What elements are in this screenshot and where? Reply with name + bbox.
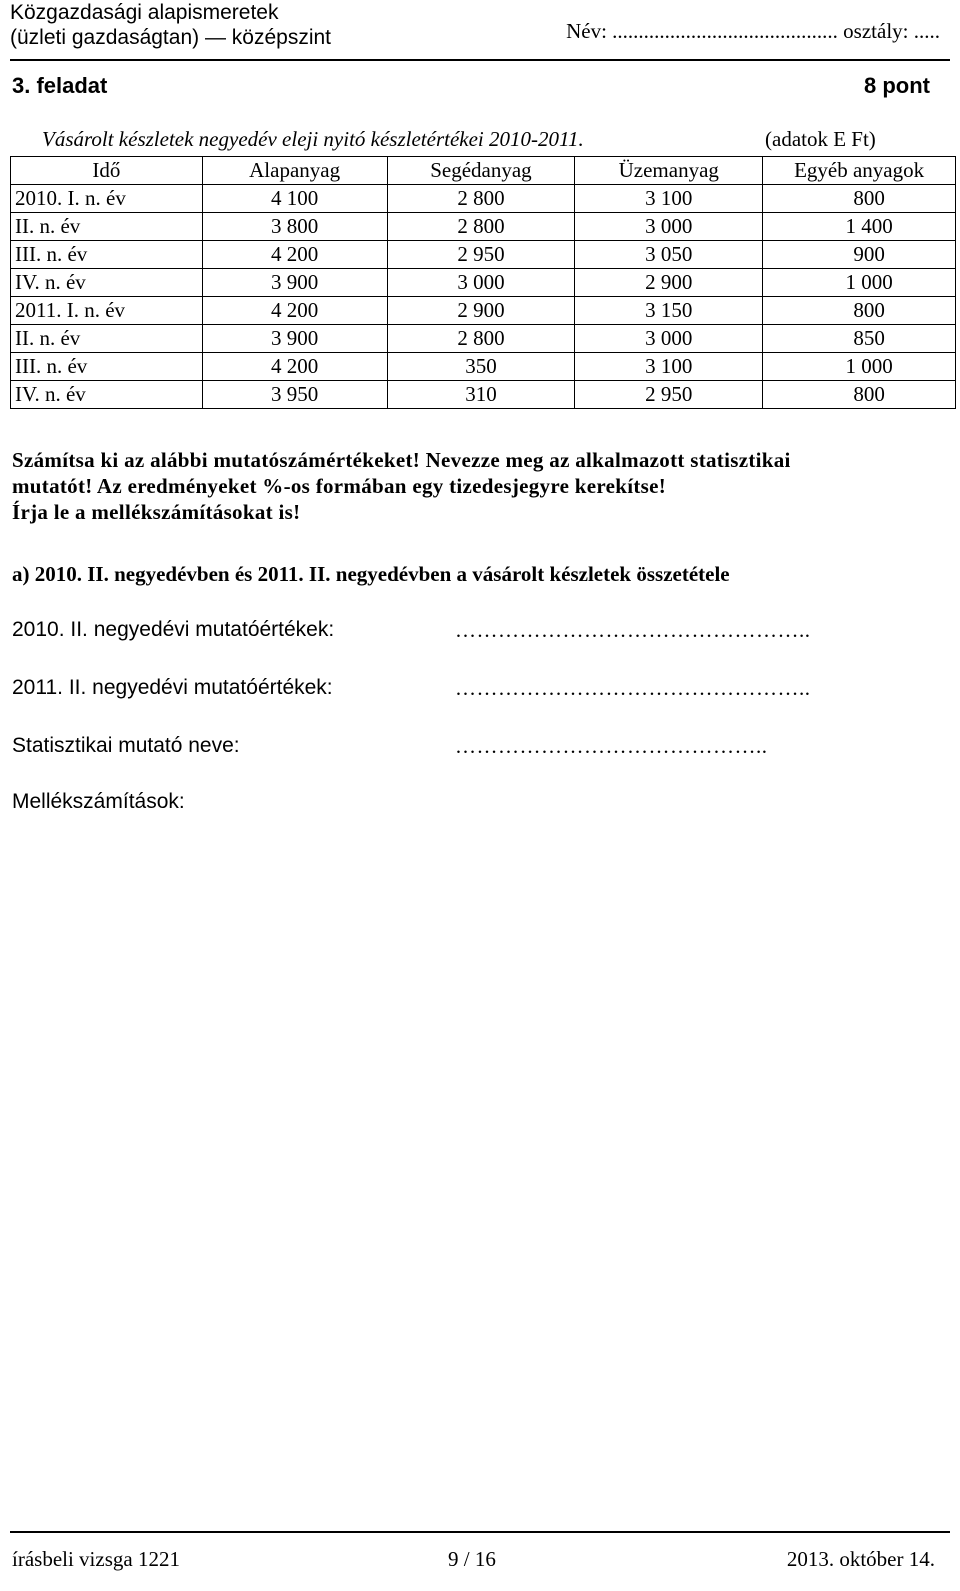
table-cell-egyeb: 800 xyxy=(763,381,956,409)
table-cell-egyeb: 1 400 xyxy=(763,213,956,241)
table-body xyxy=(11,185,956,409)
task-points: 8 pont xyxy=(864,73,930,98)
answer-indicator-name[interactable]: …………………………………….. xyxy=(455,734,768,758)
table-cell-period: III. n. év xyxy=(11,241,203,269)
label-side-calculations: Mellékszámítások: xyxy=(12,790,185,813)
table-cell-alapanyag: 3 900 xyxy=(202,269,387,297)
footer-page: 9 / 16 xyxy=(448,1547,496,1571)
instruction-line: mutatót! Az eredményeket %-os formában egy tizedesjegyre kerekítse! xyxy=(12,474,667,498)
table-cell-alapanyag: 3 900 xyxy=(202,325,387,353)
table-cell-alapanyag: 4 200 xyxy=(202,353,387,381)
table-cell-egyeb: 1 000 xyxy=(763,269,956,297)
header-subject xyxy=(10,0,331,50)
table-cell-uzemanyag: 2 900 xyxy=(575,269,763,297)
table-cell-uzemanyag: 3 050 xyxy=(575,241,763,269)
table-cell-segedanyag: 3 000 xyxy=(387,269,575,297)
task-title: 3. feladat xyxy=(12,73,108,98)
table-cell-period: II. n. év xyxy=(11,325,203,353)
table-cell-egyeb: 850 xyxy=(763,325,956,353)
label-2010-values: 2010. II. negyedévi mutatóértékek: xyxy=(12,618,335,641)
instruction-line: Számítsa ki az alábbi mutatószámértékeket! Nevezze meg az alkalmazott statisztikai xyxy=(12,448,791,472)
table-cell-period: IV. n. év xyxy=(11,269,203,297)
table-cell-egyeb: 800 xyxy=(763,185,956,213)
table-cell-segedanyag: 2 800 xyxy=(387,213,575,241)
table-cell-segedanyag: 2 800 xyxy=(387,185,575,213)
table-row xyxy=(11,325,956,353)
table-cell-period: 2011. I. n. év xyxy=(11,297,203,325)
column-header: Segédanyag xyxy=(387,157,575,185)
column-header: Egyéb anyagok xyxy=(763,157,956,185)
table-cell-uzemanyag: 3 000 xyxy=(575,325,763,353)
table-row xyxy=(11,297,956,325)
column-header: Alapanyag xyxy=(202,157,387,185)
table-row xyxy=(11,185,956,213)
table-caption: Vásárolt készletek negyedév eleji nyitó készletértékei 2010-2011. xyxy=(42,127,584,151)
table-cell-segedanyag: 310 xyxy=(387,381,575,409)
table-cell-egyeb: 1 000 xyxy=(763,353,956,381)
table-cell-egyeb: 900 xyxy=(763,241,956,269)
header-subject-line2: (üzleti gazdaságtan) — középszint xyxy=(10,26,331,49)
table-cell-uzemanyag: 2 950 xyxy=(575,381,763,409)
table-row xyxy=(11,213,956,241)
instructions xyxy=(12,447,942,525)
table-unit: (adatok E Ft) xyxy=(765,127,876,151)
label-2011-values: 2011. II. negyedévi mutatóértékek: xyxy=(12,676,333,699)
footer-exam: írásbeli vizsga 1221 xyxy=(12,1547,180,1571)
header-subject-line1: Közgazdasági alapismeretek xyxy=(10,1,279,24)
table-cell-segedanyag: 2 800 xyxy=(387,325,575,353)
table-row xyxy=(11,381,956,409)
column-header: Idő xyxy=(11,157,203,185)
table-cell-alapanyag: 4 100 xyxy=(202,185,387,213)
inventory-table xyxy=(10,156,956,409)
table-cell-uzemanyag: 3 150 xyxy=(575,297,763,325)
table-row xyxy=(11,269,956,297)
footer-date: 2013. október 14. xyxy=(786,1547,935,1571)
footer-divider xyxy=(10,1531,950,1533)
table-cell-alapanyag: 3 950 xyxy=(202,381,387,409)
table-cell-alapanyag: 4 200 xyxy=(202,241,387,269)
instruction-line: Írja le a mellékszámításokat is! xyxy=(12,500,301,524)
table-cell-segedanyag: 350 xyxy=(387,353,575,381)
table-cell-period: II. n. év xyxy=(11,213,203,241)
column-header: Üzemanyag xyxy=(575,157,763,185)
table-row xyxy=(11,241,956,269)
table-cell-alapanyag: 3 800 xyxy=(202,213,387,241)
table-cell-period: 2010. I. n. év xyxy=(11,185,203,213)
table-cell-segedanyag: 2 900 xyxy=(387,297,575,325)
table-cell-segedanyag: 2 950 xyxy=(387,241,575,269)
table-cell-egyeb: 800 xyxy=(763,297,956,325)
part-a-title: a) 2010. II. negyedévben és 2011. II. negyedévben a vásárolt készletek összetétele xyxy=(12,562,730,586)
header-name-field: Név: ........................................... osztály: ..... xyxy=(566,19,940,43)
header-divider xyxy=(10,59,950,61)
table-cell-uzemanyag: 3 000 xyxy=(575,213,763,241)
answer-2010-values[interactable]: ………………………………………….. xyxy=(455,618,811,642)
table-header-row xyxy=(11,157,956,185)
table-cell-period: III. n. év xyxy=(11,353,203,381)
table-cell-uzemanyag: 3 100 xyxy=(575,353,763,381)
table-cell-period: IV. n. év xyxy=(11,381,203,409)
label-indicator-name: Statisztikai mutató neve: xyxy=(12,734,240,757)
table-cell-uzemanyag: 3 100 xyxy=(575,185,763,213)
table-cell-alapanyag: 4 200 xyxy=(202,297,387,325)
answer-2011-values[interactable]: ………………………………………….. xyxy=(455,676,811,700)
table-row xyxy=(11,353,956,381)
